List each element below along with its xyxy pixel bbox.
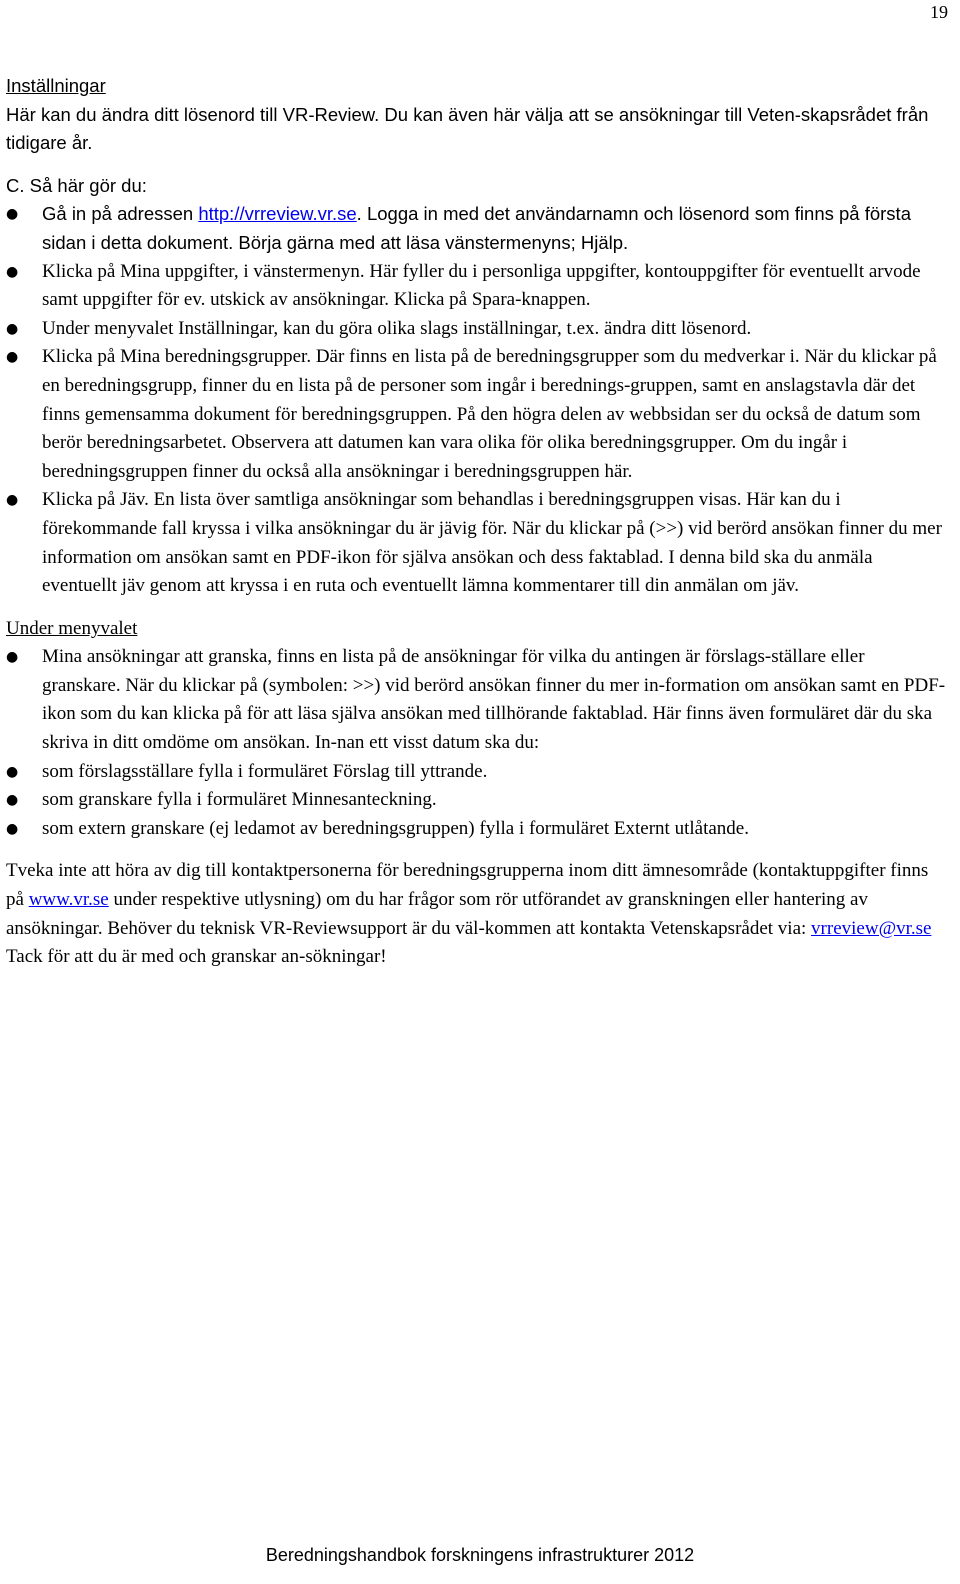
bullet-icon: ● — [6, 492, 19, 509]
vr-website-link[interactable]: www.vr.se — [28, 889, 109, 911]
bullet-icon: ● — [6, 792, 19, 809]
list-item — [6, 815, 946, 844]
list-item — [6, 758, 946, 787]
list-item-text: Klicka på Mina uppgifter, i vänstermenyn. Här fyller du i personliga uppgifter, kontouppgifter för eventuellt arvode samt uppgifter för ev. utskick av ansökningar. Klicka på Spara-knappen. — [42, 260, 921, 311]
bullet-icon: ● — [6, 763, 19, 780]
page-number: 19 — [930, 2, 948, 22]
bullet-icon: ● — [6, 649, 19, 666]
menu-list — [6, 643, 946, 843]
bullet-icon: ● — [6, 349, 19, 366]
howto-list — [6, 200, 946, 600]
list-item — [6, 315, 946, 344]
settings-text: Här kan du ändra ditt lösenord till VR-Review. Du kan även här välja att se ansökningar till Veten-skapsrådet från tidigare år. — [6, 103, 929, 154]
list-item-text: Klicka på Mina beredningsgrupper. Där finns en lista på de beredningsgrupper som du medverkar i. När du klickar på en beredningsgrupp, finner du en lista på de personer som ingår i berednings-gruppen, samt en anslagstavla där det finns gemensamma dokument för beredningsgruppen. På den högra delen av webbsidan ser du också de datum som berör beredningsarbetet. Observera att datumen kan vara olika för olika beredningsgrupper. Om du ingår i beredningsgruppen finner du också alla ansökningar i beredningsgruppen här. — [42, 346, 937, 482]
list-item-text: som förslagsställare fylla i formuläret Förslag till yttrande. — [42, 760, 488, 782]
closing-text: under respektive utlysning) om du har frågor som rör utförandet av granskningen eller hantering av ansökningar. Behöver du teknisk VR-Reviewsupport är du väl-kommen att kontakta Vetenskapsrådet via: — [6, 889, 868, 939]
closing-text: Tack för att du är med och granskar an-sökningar! — [6, 946, 387, 968]
list-item — [6, 343, 946, 486]
list-item — [6, 258, 946, 315]
bullet-icon: ● — [6, 820, 19, 837]
page-footer: Beredningshandbok forskningens infrastrukturer 2012 — [265, 1545, 695, 1565]
list-item-text: Gå in på adressen — [42, 203, 199, 225]
list-item-text: Under menyvalet Inställningar, kan du göra olika slags inställningar, t.ex. ändra ditt lösenord. — [42, 317, 752, 339]
list-item-text: . Logga in med det användarnamn och lösenord som finns på första sidan i detta dokument. Börja gärna med att läsa vänstermenyns; Hjälp. — [42, 203, 911, 253]
list-item-text: som extern granskare (ej ledamot av beredningsgruppen) fylla i formuläret Externt utlåtande. — [42, 817, 749, 839]
bullet-icon: ● — [6, 320, 19, 337]
list-item — [6, 200, 946, 257]
list-item-text: Klicka på Jäv. En lista över samtliga ansökningar som behandlas i beredningsgruppen visas. Här kan du i förekommande fall kryssa i vilka ansökningar du är jävig för. När du klickar på (>>) vid berörd ansökan finner du mer information om ansökan samt en PDF-ikon för själva ansökan och dess faktablad. I denna bild ska du anmäla eventuellt jäv genom att kryssa i en ruta och eventuellt lämna kommentarer till din anmälan om jäv. — [42, 489, 942, 597]
bullet-icon: ● — [6, 206, 19, 223]
closing-paragraph — [6, 857, 946, 971]
list-item-text: som granskare fylla i formuläret Minnesanteckning. — [42, 789, 437, 811]
list-item — [6, 486, 946, 600]
howto-heading: C. Så här gör du: — [6, 174, 147, 196]
support-email-link[interactable]: vrreview@vr.se — [811, 917, 932, 939]
menu-heading: Under menyvalet — [6, 617, 138, 639]
list-item — [6, 643, 946, 757]
settings-heading: Inställningar — [6, 75, 106, 96]
list-item-text: Mina ansökningar att granska, finns en lista på de ansökningar för vilka du antingen är förslags-ställare eller granskare. När du klickar på (symbolen: >>) vid berörd ansökan finner du mer in-formation om ansökan samt en PDF-ikon som du kan klicka på för att läsa själva ansökan med tillhörande faktablad. Här finns även formuläret där du ska skriva in ditt omdöme om ansökan. In-nan ett visst datum ska du: — [42, 646, 946, 754]
vrreview-link[interactable]: http://vrreview.vr.se — [198, 203, 357, 225]
closing-text: Tveka inte att höra av dig till kontaktpersonerna för beredningsgrupperna inom ditt ämnesområde (kontaktuppgifter finns på — [6, 860, 929, 911]
document-body — [6, 72, 946, 972]
list-item — [6, 786, 946, 815]
bullet-icon: ● — [6, 263, 19, 280]
